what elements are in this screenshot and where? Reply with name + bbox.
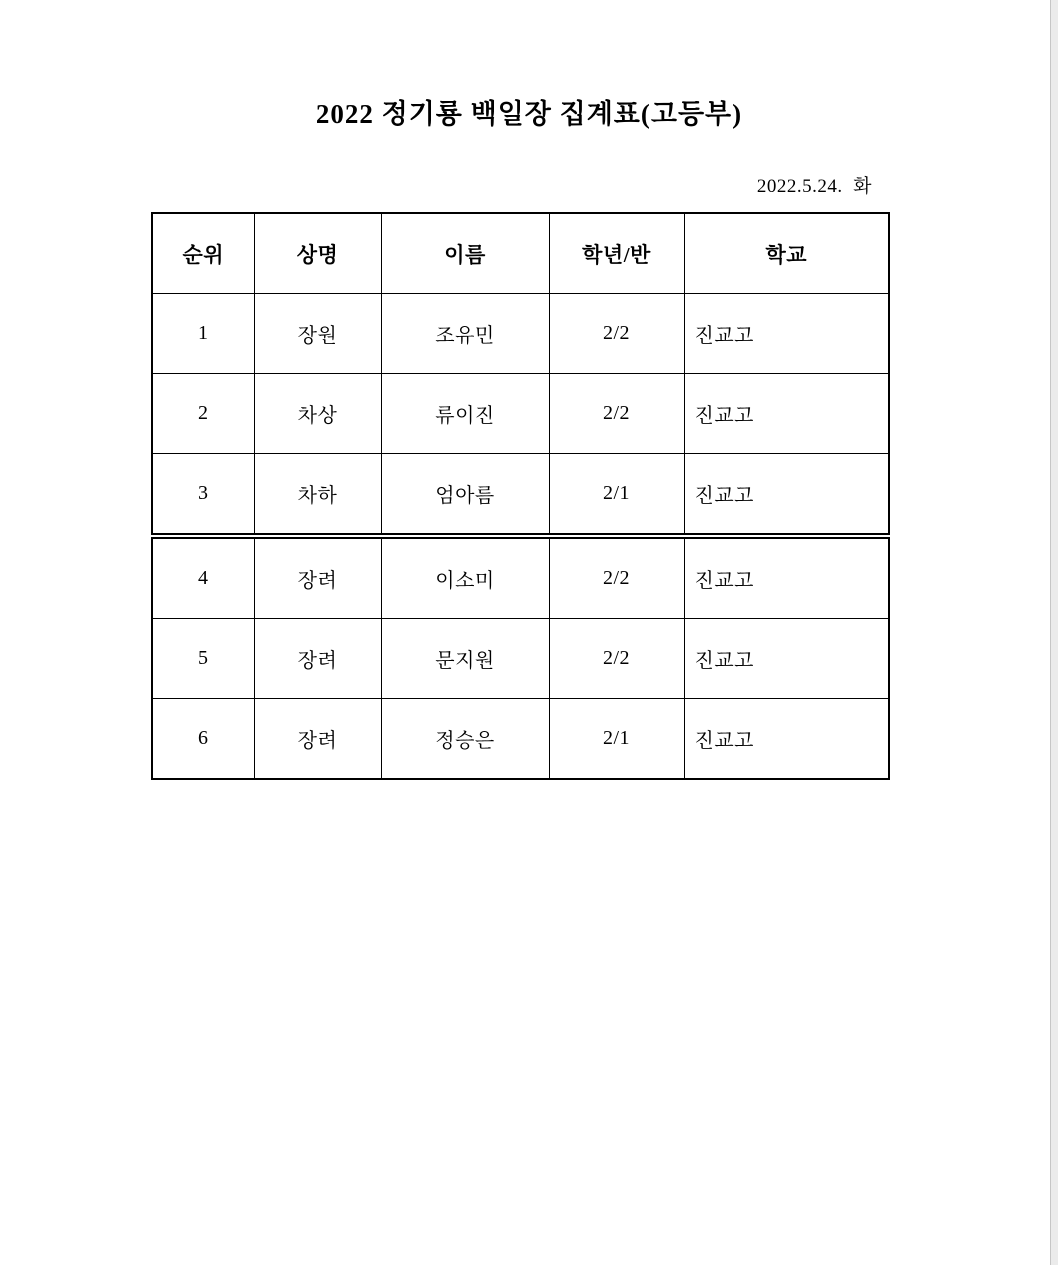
column-header-grade-class: 학년/반 [549,213,684,294]
column-header-school: 학교 [684,213,889,294]
cell-award: 차하 [254,454,381,537]
cell-school: 진교고 [684,454,889,537]
cell-school: 진교고 [684,619,889,699]
column-header-rank: 순위 [152,213,254,294]
column-header-name: 이름 [381,213,549,294]
cell-award: 장려 [254,699,381,780]
table-row [152,454,889,537]
table-row [152,294,889,374]
table-row [152,619,889,699]
cell-award: 차상 [254,374,381,454]
cell-grade-class: 2/2 [549,294,684,374]
cell-grade-class: 2/2 [549,374,684,454]
date-line: 2022.5.24. 화 [756,176,872,197]
scrollbar-track[interactable] [1050,0,1058,1265]
results-table [151,212,890,780]
cell-school: 진교고 [684,536,889,619]
cell-name: 문지원 [381,619,549,699]
column-header-award: 상명 [254,213,381,294]
cell-name: 조유민 [381,294,549,374]
cell-award: 장려 [254,619,381,699]
cell-award: 장려 [254,536,381,619]
cell-rank: 2 [152,374,254,454]
cell-school: 진교고 [684,699,889,780]
cell-rank: 3 [152,454,254,537]
cell-award: 장원 [254,294,381,374]
cell-school: 진교고 [684,374,889,454]
table-header-row [152,213,889,294]
cell-name: 엄아름 [381,454,549,537]
cell-rank: 4 [152,536,254,619]
cell-grade-class: 2/1 [549,699,684,780]
cell-school: 진교고 [684,294,889,374]
cell-rank: 5 [152,619,254,699]
cell-name: 이소미 [381,536,549,619]
cell-grade-class: 2/2 [549,536,684,619]
table-row [152,699,889,780]
page-title: 2022 정기룡 백일장 집계표(고등부) [315,99,743,129]
cell-grade-class: 2/2 [549,619,684,699]
cell-grade-class: 2/1 [549,454,684,537]
table-row [152,536,889,619]
table-row [152,374,889,454]
cell-name: 정승은 [381,699,549,780]
cell-rank: 1 [152,294,254,374]
cell-rank: 6 [152,699,254,780]
cell-name: 류이진 [381,374,549,454]
